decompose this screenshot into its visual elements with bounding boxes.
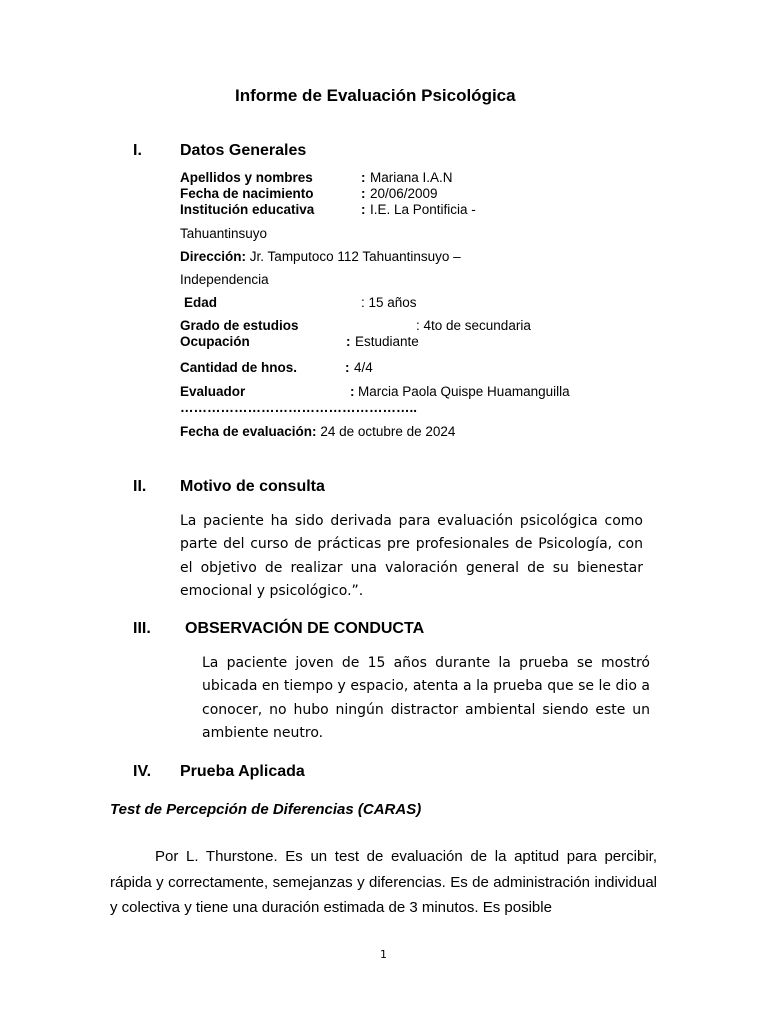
field-evaluador-colon: : [350,384,355,399]
field-fecha-evaluacion-value: 24 de octubre de 2024 [320,424,456,439]
field-nombres-label: Apellidos y nombres [180,170,313,185]
field-ocupacion-value: Estudiante [355,334,419,349]
field-hnos-label: Cantidad de hnos. [180,360,298,375]
section-4-heading: Prueba Aplicada [180,763,305,780]
document-title: Informe de Evaluación Psicológica [235,86,516,105]
field-hnos-value: 4/4 [354,360,373,375]
field-grado-value: : 4to de secundaria [416,318,531,333]
field-institucion-colon: : [361,202,366,217]
field-nombres-colon: : [361,170,366,185]
page-number: 1 [380,948,387,961]
field-nacimiento-label: Fecha de nacimiento [180,186,314,201]
section-4-numeral: IV. [133,763,152,780]
section-1-numeral: I. [133,142,142,159]
section-3-paragraph: La paciente joven de 15 años durante la prueba se mostró ubicada en tiempo y espacio, atenta a la prueba que se le dio a conocer, no hubo ningún distractor ambiental siendo este un ambiente neutro. [202,655,650,741]
section-2-numeral: II. [133,478,147,495]
field-fecha-evaluacion [180,424,455,439]
section-3-numeral: III. [133,620,151,637]
field-edad-label: Edad [184,295,218,310]
field-ocupacion-label: Ocupación [180,334,250,349]
section-3-heading: OBSERVACIÓN DE CONDUCTA [185,620,425,637]
section-2-heading: Motivo de consulta [180,478,325,495]
section-1-heading: Datos Generales [180,142,307,159]
field-evaluador-label: Evaluador [180,384,246,399]
field-nacimiento-value: 20/06/2009 [370,186,438,201]
field-direccion [180,249,461,264]
field-nacimiento-colon: : [361,186,366,201]
field-direccion-label: Dirección: [180,249,247,264]
field-direccion-continuation: Independencia [180,272,269,287]
field-nombres-value: Mariana I.A.N [370,170,453,185]
section-2-paragraph: La paciente ha sido derivada para evaluación psicológica como parte del curso de prácticas pre profesionales de Psicología, con el objetivo de realizar una valoración general de su bienestar emocional y psicológico.”. [180,513,643,599]
field-evaluador-dots: …………………………………………….. [180,400,418,415]
test-subtitle: Test de Percepción de Diferencias (CARAS) [110,801,422,818]
field-institucion-value: I.E. La Pontificia - [370,202,476,217]
field-grado-label: Grado de estudios [180,318,299,333]
field-fecha-evaluacion-label: Fecha de evaluación: [180,424,317,439]
field-direccion-value: Jr. Tamputoco 112 Tahuantinsuyo – [249,249,461,264]
section-4-paragraph: Por L. Thurstone. Es un test de evaluación de la aptitud para percibir, rápida y correctamente, semejanzas y diferencias. Es de administración individual y colectiva y tiene una duración estimada de 3 minutos. Es posible [110,848,657,917]
field-ocupacion-colon: : [346,334,351,349]
field-institucion-continuation: Tahuantinsuyo [180,226,268,241]
field-hnos-colon: : [345,360,350,375]
field-edad-value: : 15 años [361,295,417,310]
field-evaluador-value: Marcia Paola Quispe Huamanguilla [358,384,570,399]
field-institucion-label: Institución educativa [180,202,315,217]
